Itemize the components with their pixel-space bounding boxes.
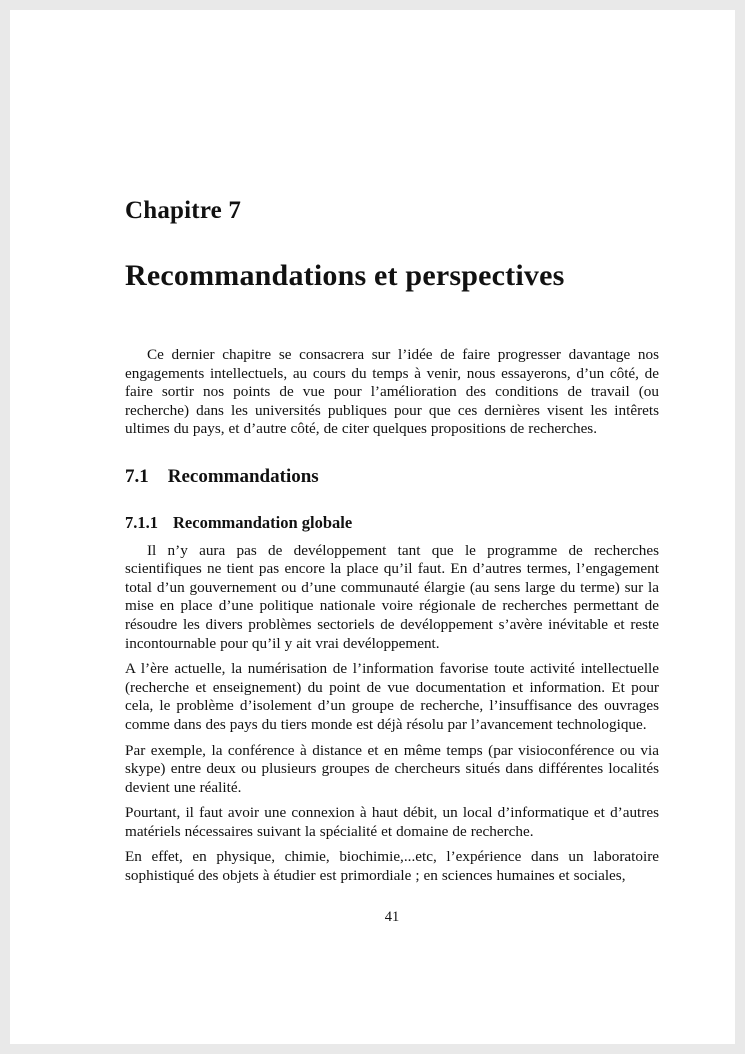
chapter-number: Chapitre 7 xyxy=(125,197,242,224)
body-paragraph: A l’ère actuelle, la numérisation de l’information favorise toute activité intellectuelle (recherche et enseignement) du point de vue documentation et information. Et pour cela, le problème d’isolement d’un groupe de recherche, l’insuffisance des ouvrages comme dans des pays du tiers monde est déjà résolu par l’avancement technologique. xyxy=(125,660,659,733)
section-heading xyxy=(125,466,659,489)
chapter-title: Recommandations et perspectives xyxy=(125,258,565,292)
text-block xyxy=(125,197,659,893)
subsection-title: Recommandation globale xyxy=(173,512,353,532)
body-paragraph: Pourtant, il faut avoir une connexion à haut débit, un local d’informatique et d’autres matériels nécessaires suivant la spécialité et domaine de recherche. xyxy=(125,804,659,840)
body-paragraph: Par exemple, la conférence à distance et en même temps (par visioconférence ou via skype) entre deux ou plusieurs groupes de chercheurs situés dans différentes localités devient une réalité. xyxy=(125,741,659,796)
body-paragraph: En effet, en physique, chimie, biochimie,...etc, l’expérience dans un laboratoire sophistiqué des objets à étudier est primordiale ; en sciences humaines et sociales, xyxy=(125,848,659,885)
document-page xyxy=(10,10,735,1044)
subsection-heading xyxy=(125,513,659,533)
intro-paragraph: Ce dernier chapitre se consacrera sur l’idée de faire progresser davantage nos engagements intellectuels, au cours du temps à venir, nous essayerons, d’un côté, de faire sortir nos points de vue pour l’amélioration des conditions de travail (ou recherche) dans les universités publiques pour que ces dernières visent les intêrets ultimes du pays, et d’autre côté, de citer quelques propositions de recherches. xyxy=(125,346,659,438)
subsection-number: 7.1.1 xyxy=(125,512,158,532)
section-title: Recommandations xyxy=(167,465,319,487)
body-paragraph: Il n’y aura pas de devéloppement tant que le programme de recherches scientifiques ne tient pas encore la place qu’il faut. En d’autres termes, l’engagement total d’un gouvernement ou d’une communauté élargie (au sens large du terme) sur la mise en place d’une politique nationale voire régionale de recherches permettant de résoudre les divers problèmes sectoriels de devéloppement s’avère inévitable et reste incontournable pour qu’il y ait vrai devéloppement. xyxy=(125,541,659,652)
section-number: 7.1 xyxy=(125,465,149,487)
page-number: 41 xyxy=(384,909,400,925)
